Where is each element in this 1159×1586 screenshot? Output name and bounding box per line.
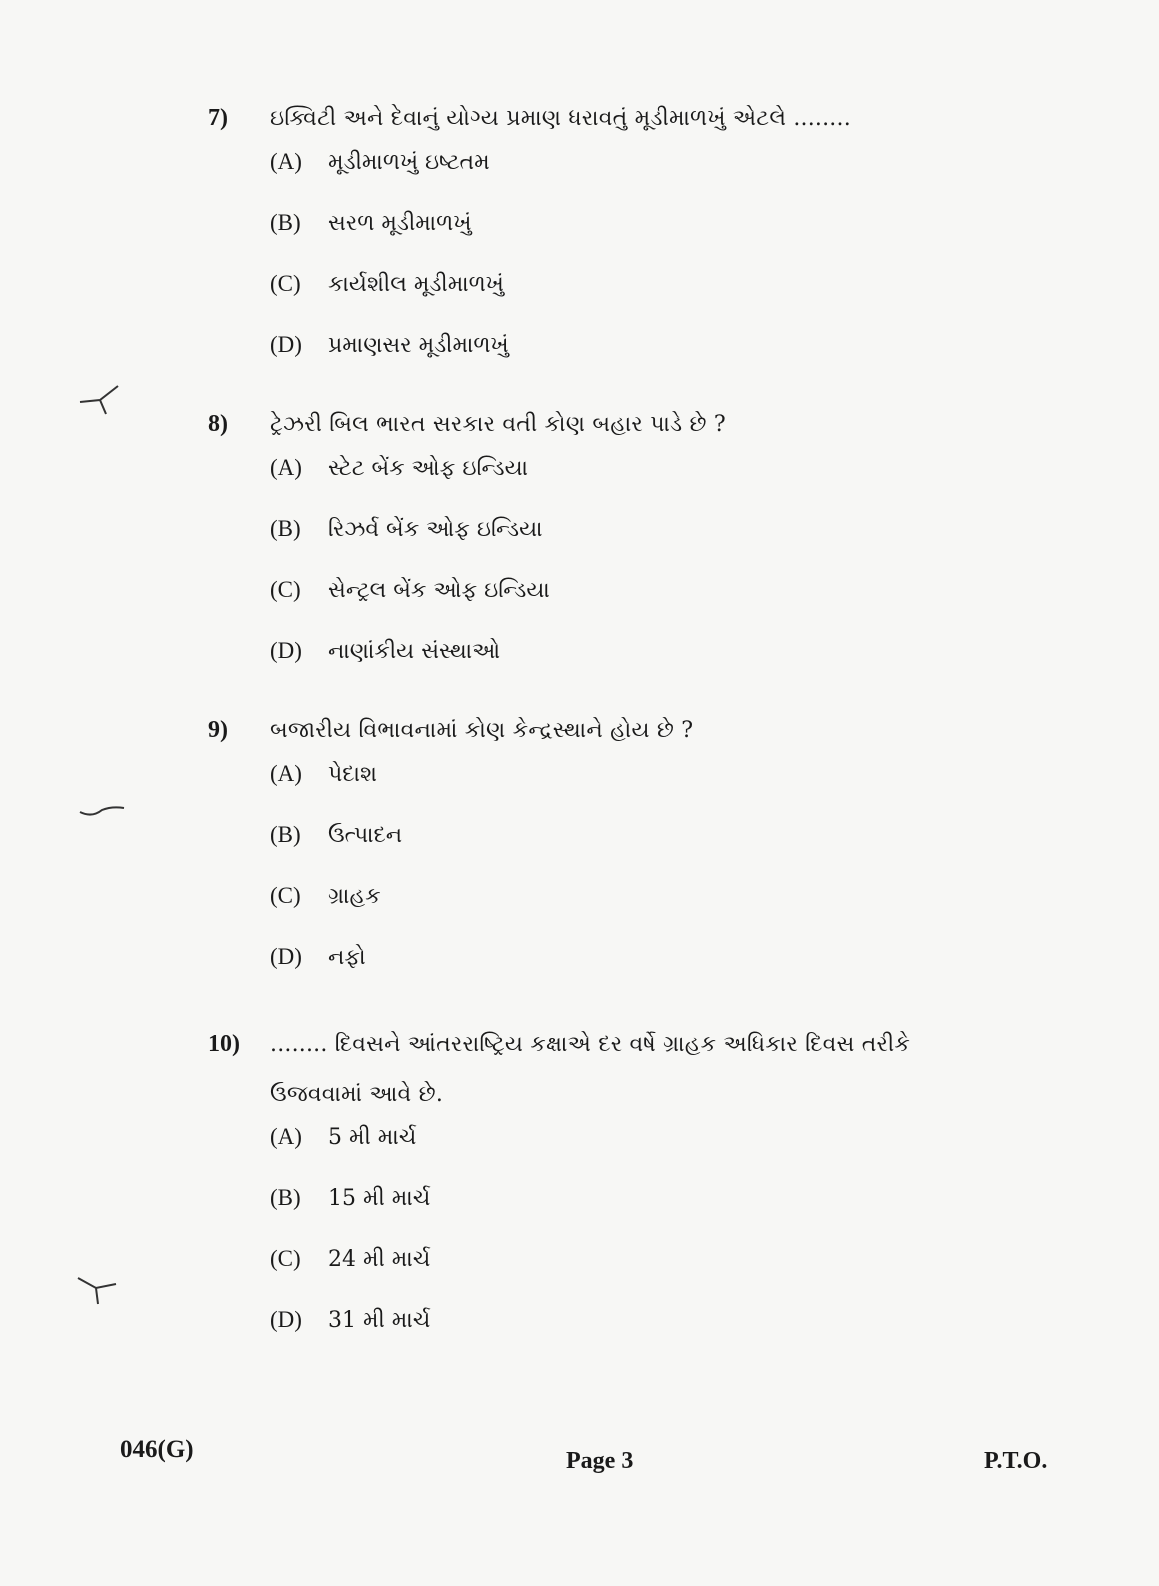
option-text: ઉત્પાદન xyxy=(328,823,403,848)
option-text: નાણાંકીય સંસ્થાઓ xyxy=(328,639,501,664)
option-b xyxy=(270,1185,968,1246)
option-b xyxy=(270,210,968,271)
question-10 xyxy=(208,1020,968,1368)
option-text: રિઝર્વ બેંક ઓફ ઇન્ડિયા xyxy=(328,517,543,542)
option-text: મૂડીમાળખું ઇષ્ટતમ xyxy=(328,150,490,175)
option-letter: (D) xyxy=(270,1307,302,1332)
question-number: 9) xyxy=(208,717,228,743)
option-a xyxy=(270,455,968,516)
option-letter: (C) xyxy=(270,1246,301,1271)
option-letter: (B) xyxy=(270,822,301,847)
option-c xyxy=(270,271,968,332)
question-number: 7) xyxy=(208,105,228,131)
question-number: 10) xyxy=(208,1031,240,1057)
question-text: બજારીય વિભાવનામાં કોણ કેન્દ્રસ્થાને હોય છે ? xyxy=(270,718,694,743)
option-text: પેદાશ xyxy=(328,762,377,787)
option-letter: (D) xyxy=(270,638,302,663)
question-8 xyxy=(208,410,968,699)
option-d xyxy=(270,332,968,393)
option-text: પ્રમાણસર મૂડીમાળખું xyxy=(328,333,509,358)
option-letter: (A) xyxy=(270,149,302,174)
option-letter: (B) xyxy=(270,516,301,541)
options-list xyxy=(270,455,968,699)
paper-code: 046(G) xyxy=(120,1436,194,1463)
option-text: 15 મી માર્ચ xyxy=(328,1186,431,1211)
option-text: સરળ મૂડીમાળખું xyxy=(328,211,472,236)
option-a xyxy=(270,149,968,210)
option-letter: (C) xyxy=(270,883,301,908)
question-text: ટ્રેઝરી બિલ ભારત સરકાર વતી કોણ બહાર પાડે છે ? xyxy=(270,412,726,437)
page-number: Page 3 xyxy=(566,1448,634,1474)
option-letter: (A) xyxy=(270,761,302,786)
question-text: ........ દિવસને આંતરરાષ્ટ્રિય કક્ષાએ દર વર્ષે ગ્રાહક અધિકાર દિવસ તરીકે ઉજવવામાં આવે છે. xyxy=(270,1032,911,1107)
option-letter: (B) xyxy=(270,210,301,235)
option-c xyxy=(270,1246,968,1307)
option-b xyxy=(270,516,968,577)
options-list xyxy=(270,761,968,1005)
scan-mark xyxy=(78,802,128,822)
pto-label: P.T.O. xyxy=(984,1448,1048,1474)
option-d xyxy=(270,638,968,699)
scan-mark xyxy=(76,1274,122,1310)
option-text: કાર્યશીલ મૂડીમાળખું xyxy=(328,272,504,297)
options-list xyxy=(270,149,968,393)
option-letter: (A) xyxy=(270,1124,302,1149)
option-a xyxy=(270,761,968,822)
option-d xyxy=(270,1307,968,1368)
option-text: 5 મી માર્ચ xyxy=(328,1125,417,1150)
question-9 xyxy=(208,716,968,1005)
option-c xyxy=(270,577,968,638)
question-7 xyxy=(208,104,968,393)
option-letter: (C) xyxy=(270,577,301,602)
option-text: નફો xyxy=(328,945,366,970)
option-a xyxy=(270,1124,968,1185)
option-letter: (D) xyxy=(270,332,302,357)
option-letter: (A) xyxy=(270,455,302,480)
option-letter: (B) xyxy=(270,1185,301,1210)
scan-mark xyxy=(78,382,124,418)
option-text: ગ્રાહક xyxy=(328,884,381,909)
question-text: ઇક્વિટી અને દેવાનું યોગ્ય પ્રમાણ ધરાવતું મૂડીમાળખું એટલે ........ xyxy=(270,106,851,131)
option-d xyxy=(270,944,968,1005)
options-list xyxy=(270,1124,968,1368)
option-c xyxy=(270,883,968,944)
question-number: 8) xyxy=(208,411,228,437)
option-text: 24 મી માર્ચ xyxy=(328,1247,431,1272)
option-text: સેન્ટ્રલ બેંક ઓફ ઇન્ડિયા xyxy=(328,578,550,603)
option-letter: (C) xyxy=(270,271,301,296)
option-text: 31 મી માર્ચ xyxy=(328,1308,431,1333)
option-letter: (D) xyxy=(270,944,302,969)
option-text: સ્ટેટ બેંક ઓફ ઇન્ડિયા xyxy=(328,456,528,481)
option-b xyxy=(270,822,968,883)
